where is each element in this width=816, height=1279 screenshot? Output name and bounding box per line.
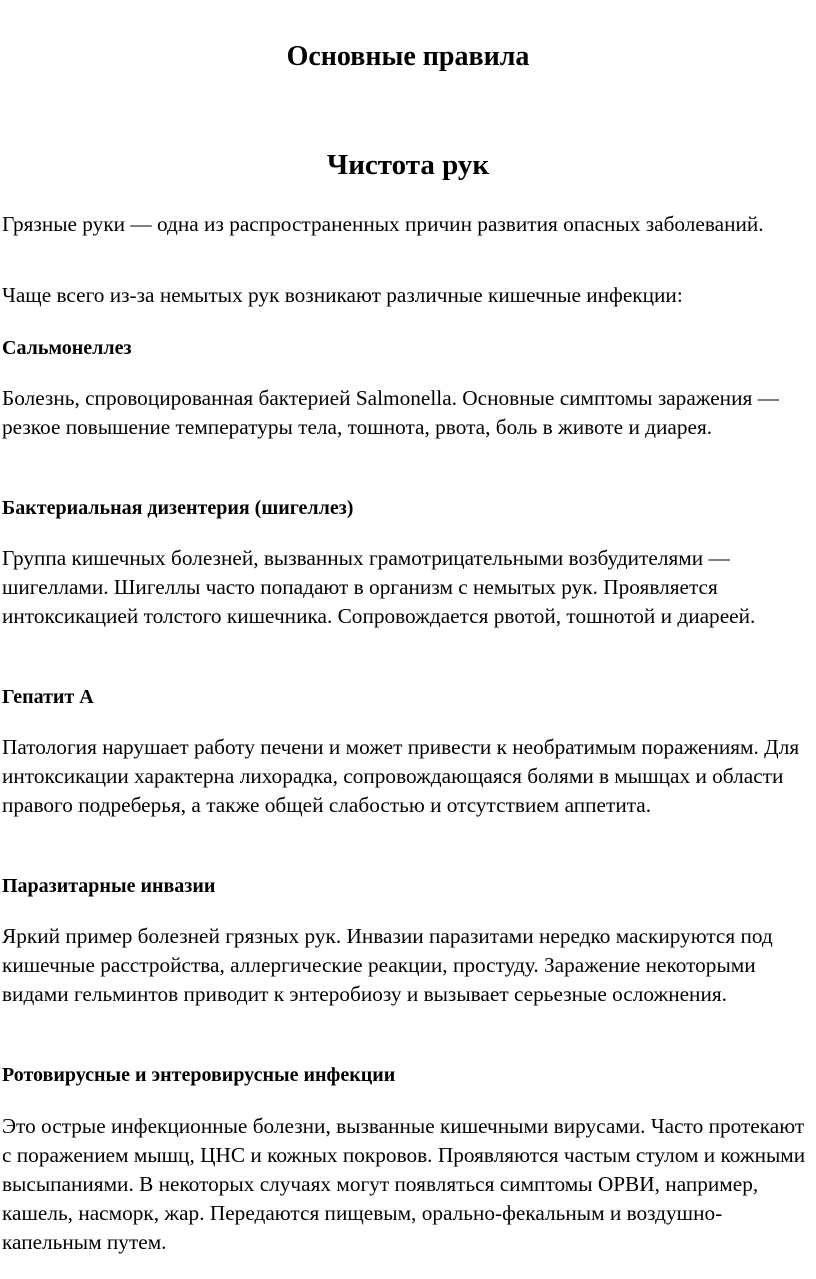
intro-paragraph: Чаще всего из-за немытых рук возникают различные кишечные инфекции: [2,283,683,307]
section-heading-salmonellosis: Сальмонеллез [2,337,132,359]
section-text-salmonellosis: Болезнь, спровоцированная бактерией Salmonella. Основные симптомы заражения — резкое повышение температуры тела, тошнота, рвота, боль в животе и диарея. [2,386,779,439]
intro-paragraph: Грязные руки — одна из распространенных причин развития опасных заболеваний. [2,212,764,236]
section-text-viral-infections: Это острые инфекционные болезни, вызванные кишечными вирусами. Часто протекают с поражением мышц, ЦНС и кожных покровов. Проявляются частым стулом и кожными высыпаниями. В некоторых случаях могут появляться симптомы ОРВИ, например, кашель, насморк, жар. Передаются пищевым, орально-фекальным и воздушно-капельным путем. [2,1114,806,1254]
section-text-dysentery: Группа кишечных болезней, вызванных грамотрицательными возбудителями — шигеллами. Шигеллы часто попадают в организм с немытых рук. Проявляется интоксикацией толстого кишечника. Сопровождается рвотой, тошнотой и диареей. [2,546,756,628]
section-heading-hepatitis-a: Гепатит А [2,686,94,708]
section-heading-dysentery: Бактериальная дизентерия (шигеллез) [2,497,354,519]
page-title: Основные правила [286,41,530,72]
section-heading-viral-infections: Ротовирусные и энтеровирусные инфекции [2,1064,396,1086]
section-text-parasites: Яркий пример болезней грязных рук. Инвазии паразитами нередко маскируются под кишечные расстройства, аллергические реакции, простуду. Заражение некоторыми видами гельминтов приводит к энтеробиозу и вызывает серьезные осложнения. [2,924,773,1006]
section-text-hepatitis-a: Патология нарушает работу печени и может привести к необратимым поражениям. Для интоксикации характерна лихорадка, сопровождающаяся болями в мышцах и области правого подреберья, а также общей слабостью и отсутствием аппетита. [2,735,800,817]
section-heading-parasites: Паразитарные инвазии [2,875,216,897]
page-subtitle: Чистота рук [326,149,490,181]
